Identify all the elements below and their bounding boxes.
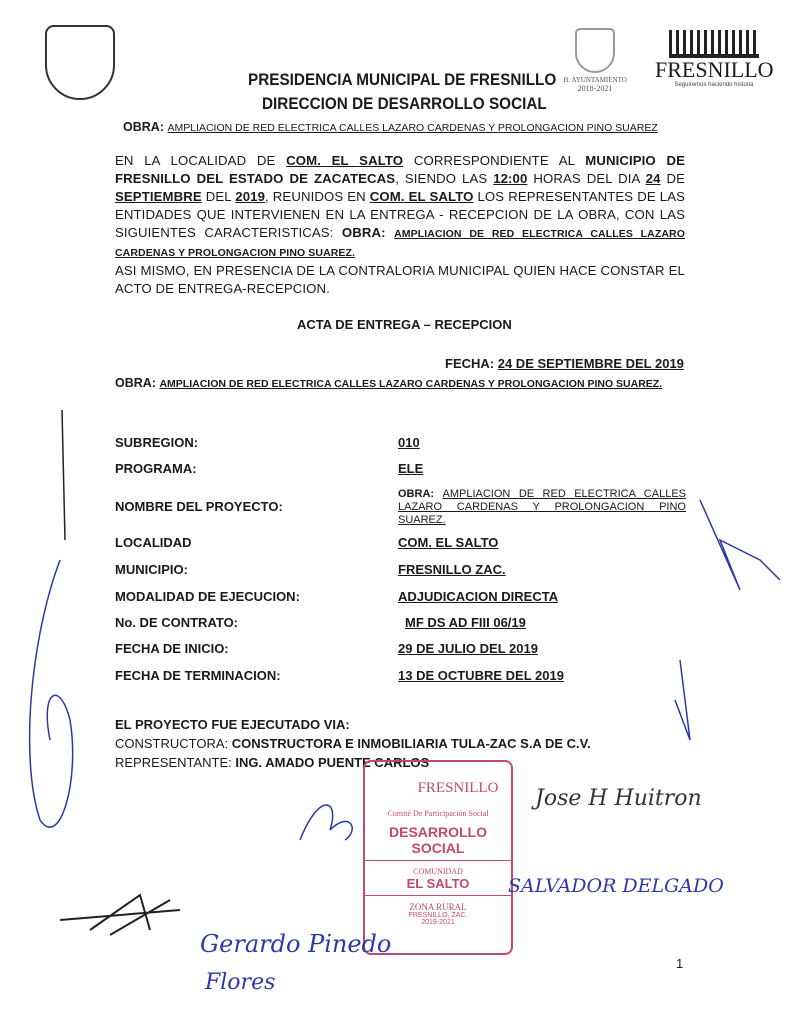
period-text: 2018-2021 (577, 84, 613, 93)
signature-salvador-delgado: SALVADOR DELGADO (508, 875, 724, 897)
stamp-period: 2019-2021 (421, 919, 455, 926)
stamp-lugar: EL SALTO (365, 876, 511, 896)
ayuntamiento-text: H. AYUNTAMIENTO (563, 76, 627, 84)
intro-month: SEPTIEMBRE (115, 189, 202, 204)
intro-p4: HORAS DEL DIA (527, 171, 646, 186)
fields-2-value: AMPLIACION DE RED ELECTRICA CALLES LAZARO CARDENAS Y PROLONGACION PINO SUAREZ. (398, 488, 686, 526)
fields-2-label: NOMBRE DEL PROYECTO: (115, 499, 283, 514)
fields-6-value: MF DS AD FIII 06/19 (405, 615, 526, 630)
signature-aguilar (300, 805, 352, 840)
page-subtitle: DIRECCION DE DESARROLLO SOCIAL (262, 94, 547, 113)
stamp-brand: FRESNILLO (417, 780, 499, 796)
fields-1-value: ELE (398, 461, 424, 476)
fields-4-value: FRESNILLO ZAC. (398, 562, 506, 577)
intro-p8: LOS REPRESENTANTES DE LAS ENTIDADES QUE INTERVIENEN EN LA ENTREGA - RECEPCION DE LA OBRA, CON LAS SIGUIENTES CARACTERISTICAS: (115, 189, 686, 240)
intro-year: 2019 (235, 189, 266, 204)
intro-loc: COM. EL SALTO (286, 153, 404, 168)
signature-hatched (60, 895, 180, 935)
stamp-comite: Comité De Participación Social (387, 809, 489, 818)
ejecucion-constructora_label: CONSTRUCTORA: (115, 736, 232, 751)
intro-p1: EN LA LOCALIDAD DE (115, 153, 287, 168)
fields-8-label: FECHA DE TERMINACION: (115, 668, 281, 683)
signature-scribble-left (30, 560, 73, 827)
fields-5-label: MODALIDAD DE EJECUCION: (115, 589, 300, 604)
slogan-text: Seguiremos haciendo historia (674, 82, 754, 88)
signature-flores: Flores (205, 970, 276, 995)
margin-line (62, 410, 65, 540)
fields-7-value: 29 DE JULIO DEL 2019 (398, 641, 538, 656)
fields-5-value: ADJUDICACION DIRECTA (398, 589, 559, 604)
fields-3-value: COM. EL SALTO (398, 535, 499, 550)
stamp-mun: FRESNILLO, ZAC. (408, 912, 468, 919)
intro-place: COM. EL SALTO (369, 189, 474, 204)
fields-7-label: FECHA DE INICIO: (115, 641, 229, 656)
intro-p7: , REUNIDOS EN (265, 189, 370, 204)
intro-p2: CORRESPONDIENTE AL (403, 153, 586, 168)
intro-obra_label: OBRA: (341, 225, 386, 240)
fields-2-value_label: OBRA: (398, 488, 435, 500)
stamp-comunidad: COMUNIDAD (413, 867, 463, 876)
page-number: 1 (676, 956, 684, 971)
signature-gerardo-pinedo: Gerardo Pinedo (200, 930, 392, 958)
ejecucion-rep_label: REPRESENTANTE: (115, 755, 236, 770)
ejecucion-constructora: CONSTRUCTORA E INMOBILIARIA TULA-ZAC S.A DE C.V. (231, 736, 591, 751)
acta-title: ACTA DE ENTREGA – RECEPCION (297, 317, 512, 332)
ejecucion-rep: ING. AMADO PUENTE CARLOS (235, 755, 430, 770)
signature-mark-right (675, 660, 690, 740)
brand-text: FRESNILLO (655, 57, 774, 82)
fields-3-label: LOCALIDAD (115, 535, 192, 550)
obra-label: OBRA: (123, 120, 164, 134)
signature-jose-huitron: Jose H Huitron (535, 786, 702, 811)
acta-fecha_label: FECHA: (445, 356, 495, 371)
fields-0-value: 010 (398, 435, 420, 450)
intro-p6: DEL (201, 189, 236, 204)
ejecucion-heading: EL PROYECTO FUE EJECUTADO VIA: (115, 717, 350, 732)
acta-fecha_value: 24 DE SEPTIEMBRE DEL 2019 (497, 356, 684, 371)
stamp-zona: ZONA RURAL (409, 902, 467, 912)
obra-value: AMPLIACION DE RED ELECTRICA CALLES LAZARO CARDENAS Y PROLONGACION PINO SUAREZ (167, 122, 658, 134)
intro-p5: DE (660, 171, 685, 186)
fields-8-value: 13 DE OCTUBRE DEL 2019 (398, 668, 564, 683)
fields-6-label: No. DE CONTRATO: (115, 615, 239, 630)
signature-scribble-right (700, 500, 780, 590)
fields-1-label: PROGRAMA: (115, 461, 197, 476)
fields-0-label: SUBREGION: (115, 435, 199, 450)
intro-day: 24 (645, 171, 661, 186)
acta-obra_value: AMPLIACION DE RED ELECTRICA CALLES LAZARO CARDENAS Y PROLONGACION PINO SUAREZ. (159, 378, 663, 390)
page-title: PRESIDENCIA MUNICIPAL DE FRESNILLO (248, 70, 557, 89)
intro-obra_value: AMPLIACION DE RED ELECTRICA CALLES LAZARO CARDENAS Y PROLONGACION PINO SUAREZ. (115, 228, 685, 259)
intro-mun: MUNICIPIO DE FRESNILLO DEL ESTADO DE ZACATECAS (115, 153, 685, 186)
stamp-area: DESARROLLO SOCIAL (365, 824, 511, 861)
intro-p3: , SIENDO LAS (395, 171, 494, 186)
intro-hour: 12:00 (493, 171, 528, 186)
intro-p9: ASI MISMO, EN PRESENCIA DE LA CONTRALORIA MUNICIPAL QUIEN HACE CONSTAR EL ACTO DE ENTREGA-RECEPCION. (115, 263, 685, 296)
acta-obra_label: OBRA: (115, 376, 156, 390)
fields-4-label: MUNICIPIO: (115, 562, 188, 577)
